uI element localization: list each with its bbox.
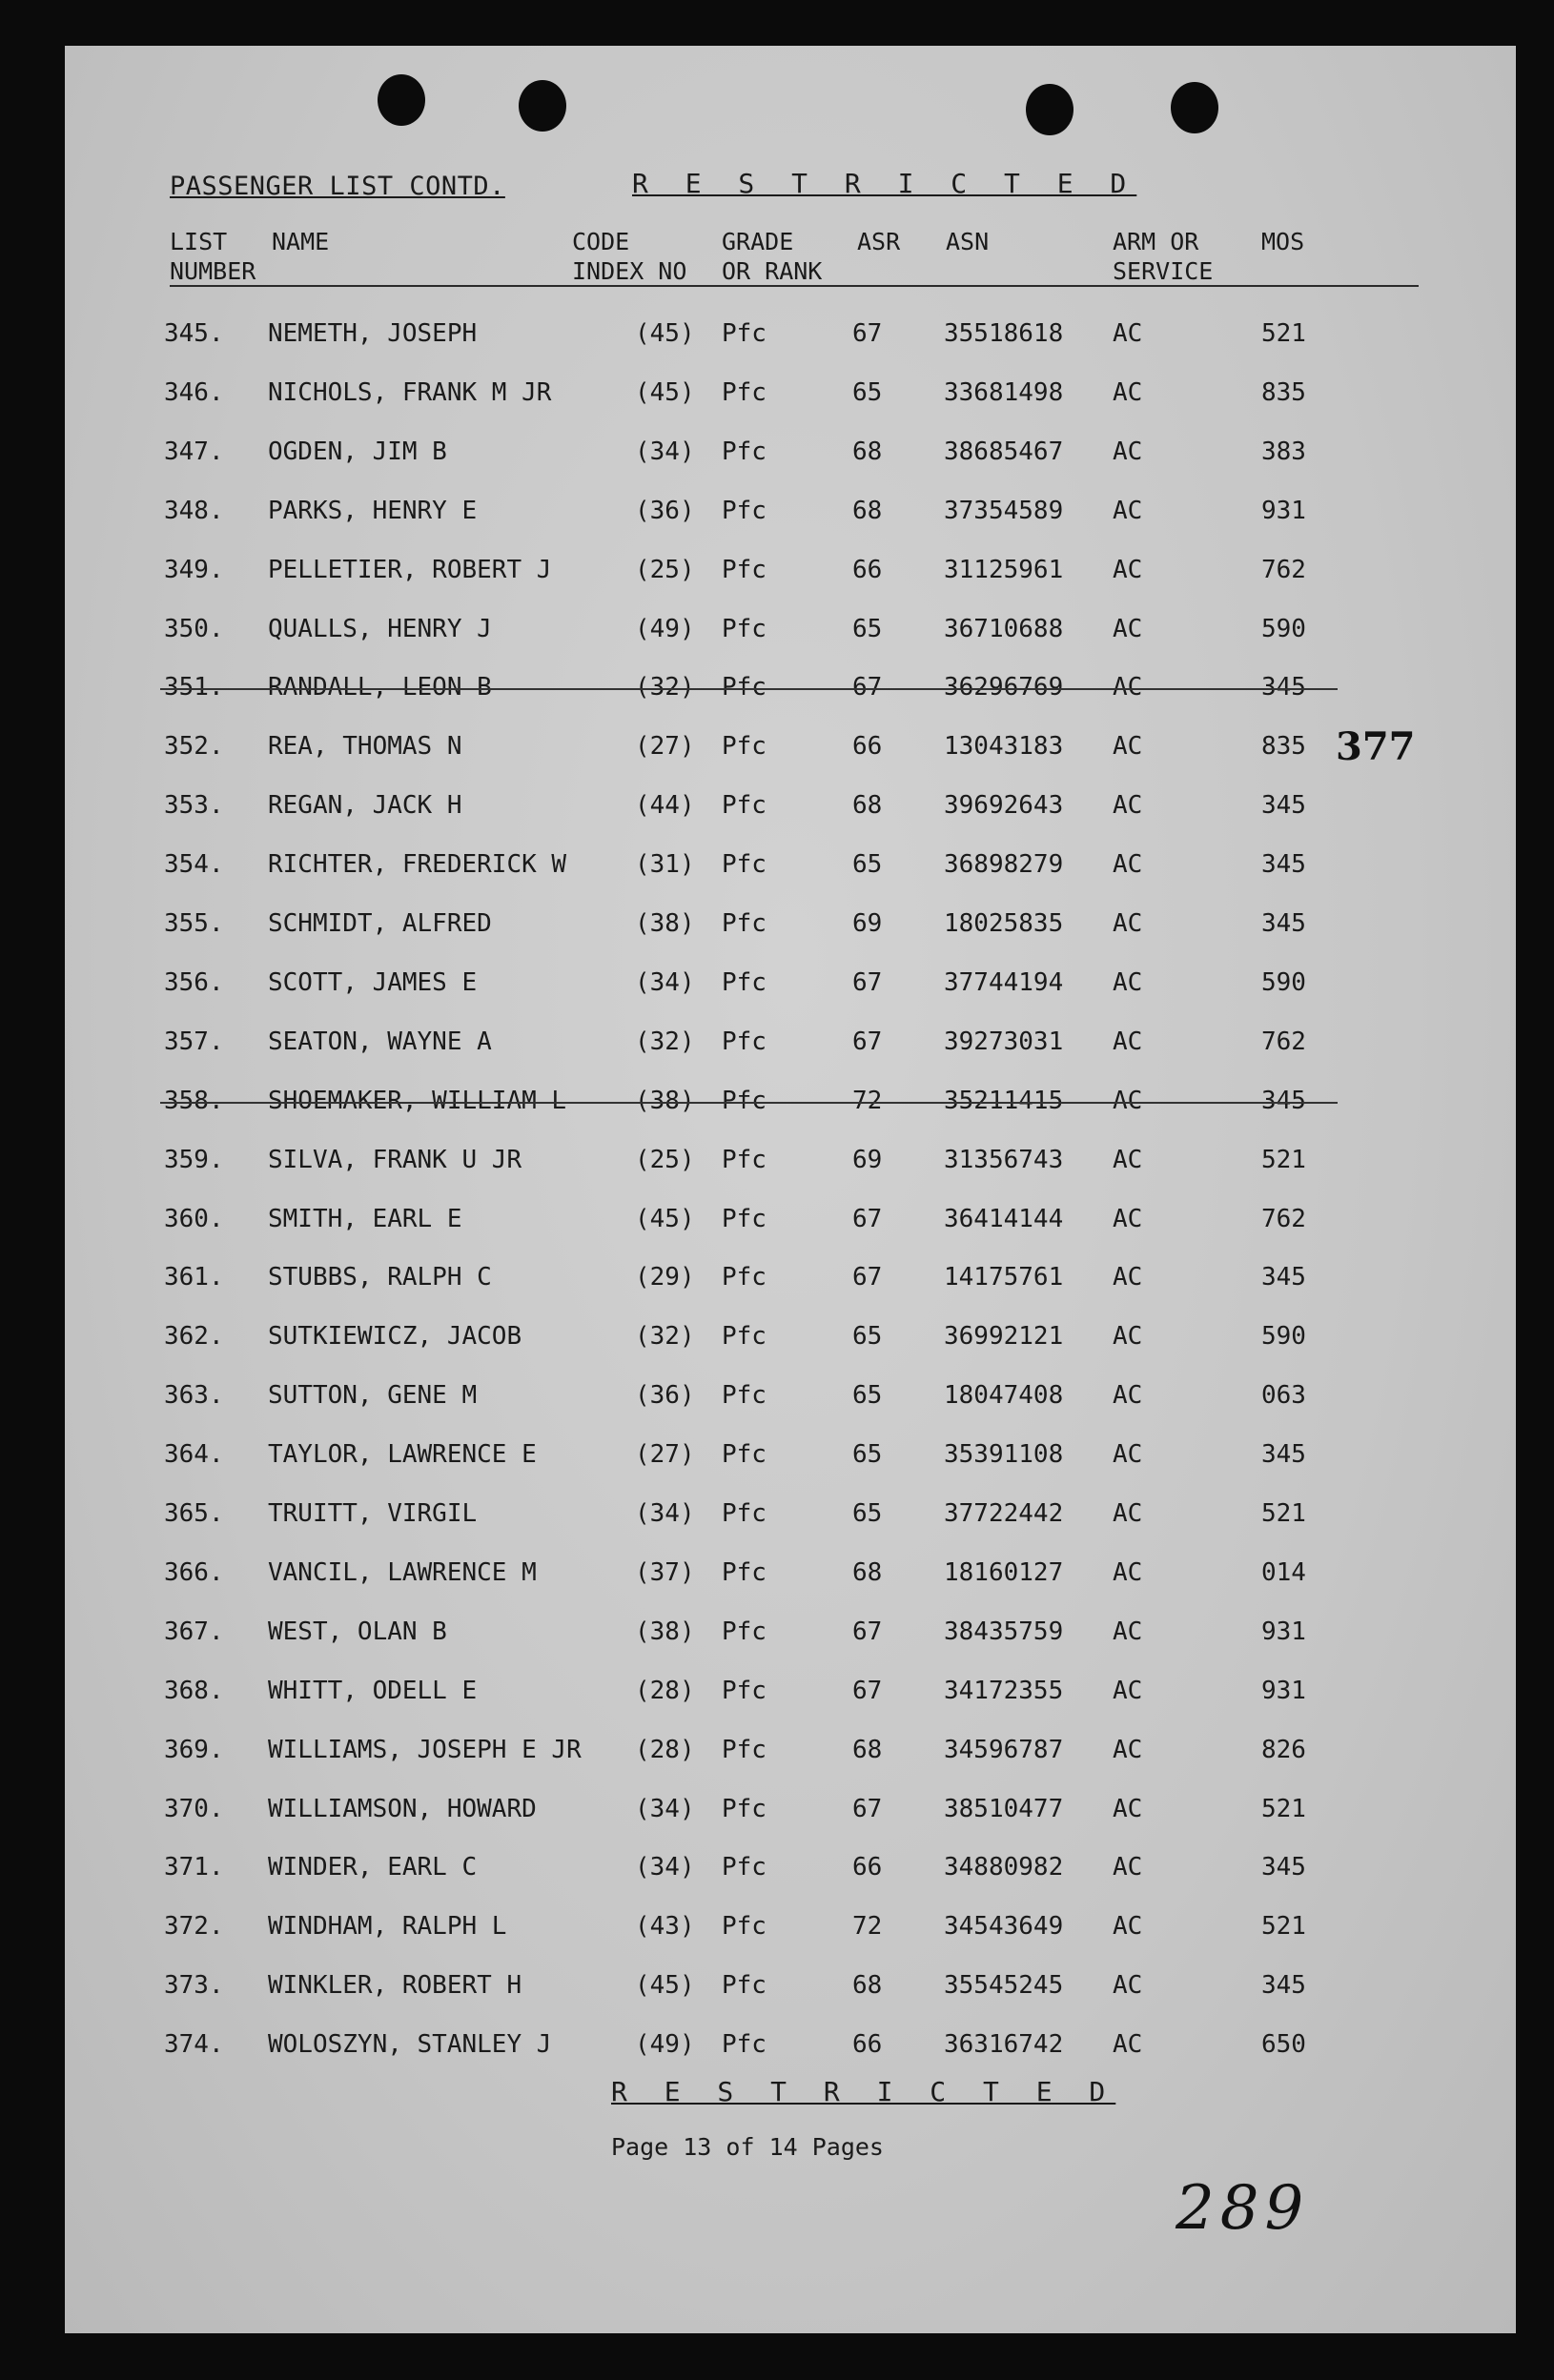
col-header-code: CODE INDEX NO [572,228,687,285]
cell-mos: 345 [1261,850,1306,880]
cell-asn: 36414144 [944,1204,1064,1233]
cell-num: 351. [164,673,224,702]
cell-num: 371. [164,1853,224,1882]
table-row [65,1966,1516,2004]
cell-num: 367. [164,1617,224,1646]
cell-name: PARKS, HENRY E [268,496,478,525]
table-row [65,1554,1516,1592]
cell-num: 370. [164,1794,224,1823]
cell-arm: AC [1113,319,1143,348]
cell-code: (37) [635,1557,695,1587]
cell-name: WHITT, ODELL E [268,1676,478,1705]
cell-arm: AC [1113,1263,1143,1292]
cell-grade: Pfc [722,732,767,762]
cell-arm: AC [1113,614,1143,643]
cell-asr: 69 [852,909,883,938]
cell-mos: 826 [1261,1735,1306,1764]
cell-name: OGDEN, JIM B [268,437,447,466]
cell-grade: Pfc [722,967,767,997]
cell-grade: Pfc [722,437,767,466]
col-header-name: NAME [272,228,330,255]
cell-asn: 38435759 [944,1617,1064,1646]
cell-asr: 67 [852,1794,883,1823]
cell-name: SUTKIEWICZ, JACOB [268,1322,522,1352]
cell-grade: Pfc [722,1912,767,1942]
table-row [65,786,1516,824]
cell-asn: 14175761 [944,1263,1064,1292]
cell-arm: AC [1113,1440,1143,1470]
cell-grade: Pfc [722,1440,767,1470]
cell-mos: 345 [1261,673,1306,702]
cell-grade: Pfc [722,1676,767,1705]
cell-num: 361. [164,1263,224,1292]
cell-num: 363. [164,1381,224,1411]
cell-code: (28) [635,1676,695,1705]
page-number: Page 13 of 14 Pages [611,2133,884,2161]
cell-grade: Pfc [722,850,767,880]
cell-name: RICHTER, FREDERICK W [268,850,567,880]
cell-num: 362. [164,1322,224,1352]
cell-grade: Pfc [722,496,767,525]
cell-arm: AC [1113,1204,1143,1233]
table-row [65,315,1516,353]
cell-grade: Pfc [722,614,767,643]
cell-asr: 65 [852,1440,883,1470]
cell-asr: 65 [852,1381,883,1411]
cell-grade: Pfc [722,673,767,702]
table-row [65,433,1516,471]
table-row [65,1082,1516,1120]
cell-asr: 67 [852,967,883,997]
cell-asn: 35545245 [944,1971,1064,2001]
cell-asr: 68 [852,437,883,466]
cell-num: 348. [164,496,224,525]
cell-asr: 65 [852,377,883,407]
cell-asr: 66 [852,555,883,584]
cell-asr: 67 [852,1676,883,1705]
cell-name: QUALLS, HENRY J [268,614,492,643]
col-header-mos: MOS [1261,228,1305,255]
cell-asr: 72 [852,1912,883,1942]
cell-mos: 590 [1261,1322,1306,1352]
cell-grade: Pfc [722,1971,767,2001]
cell-asn: 31356743 [944,1145,1064,1174]
table-row [65,1672,1516,1710]
cell-asn: 37354589 [944,496,1064,525]
cell-code: (31) [635,850,695,880]
cell-mos: 345 [1261,791,1306,821]
cell-num: 365. [164,1499,224,1528]
cell-num: 347. [164,437,224,466]
table-row [65,1731,1516,1769]
cell-grade: Pfc [722,1204,767,1233]
strikethrough-line [160,688,1338,690]
cell-name: WINKLER, ROBERT H [268,1971,522,2001]
cell-name: TAYLOR, LAWRENCE E [268,1440,537,1470]
table-row [65,551,1516,589]
cell-asr: 67 [852,319,883,348]
cell-code: (43) [635,1912,695,1942]
cell-num: 350. [164,614,224,643]
cell-mos: 762 [1261,555,1306,584]
cell-asn: 18047408 [944,1381,1064,1411]
cell-code: (34) [635,437,695,466]
cell-mos: 345 [1261,1440,1306,1470]
cell-arm: AC [1113,909,1143,938]
side-note: 377 [1336,724,1416,769]
cell-grade: Pfc [722,1557,767,1587]
cell-mos: 345 [1261,1853,1306,1882]
cell-code: (34) [635,1853,695,1882]
cell-asr: 66 [852,2030,883,2060]
cell-num: 364. [164,1440,224,1470]
cell-grade: Pfc [722,1322,767,1352]
cell-num: 366. [164,1557,224,1587]
cell-name: SILVA, FRANK U JR [268,1145,522,1174]
cell-code: (34) [635,1794,695,1823]
cell-asn: 18025835 [944,909,1064,938]
cell-num: 356. [164,967,224,997]
document-page [65,46,1516,2333]
table-row [65,1141,1516,1179]
cell-asn: 34596787 [944,1735,1064,1764]
cell-num: 345. [164,319,224,348]
cell-asr: 65 [852,1499,883,1528]
cell-code: (38) [635,909,695,938]
cell-mos: 345 [1261,909,1306,938]
table-row [65,845,1516,884]
cell-name: PELLETIER, ROBERT J [268,555,552,584]
cell-asn: 39273031 [944,1027,1064,1056]
cell-name: RANDALL, LEON B [268,673,492,702]
cell-num: 374. [164,2030,224,2060]
cell-asr: 69 [852,1145,883,1174]
col-header-asn: ASN [946,228,990,255]
cell-asr: 67 [852,1204,883,1233]
cell-arm: AC [1113,1381,1143,1411]
cell-code: (34) [635,967,695,997]
cell-code: (45) [635,1204,695,1233]
table-row [65,610,1516,648]
cell-arm: AC [1113,1557,1143,1587]
cell-name: SMITH, EARL E [268,1204,462,1233]
cell-grade: Pfc [722,909,767,938]
punch-hole [1026,84,1073,135]
cell-code: (45) [635,377,695,407]
cell-code: (27) [635,732,695,762]
table-row [65,1613,1516,1651]
cell-asr: 65 [852,850,883,880]
cell-name: SHOEMAKER, WILLIAM L [268,1086,567,1115]
cell-arm: AC [1113,437,1143,466]
cell-asr: 67 [852,1617,883,1646]
table-row [65,1495,1516,1533]
col-header-asr: ASR [857,228,901,255]
cell-asn: 18160127 [944,1557,1064,1587]
table-row [65,1435,1516,1474]
cell-num: 372. [164,1912,224,1942]
cell-arm: AC [1113,1676,1143,1705]
cell-asr: 72 [852,1086,883,1115]
document-title: PASSENGER LIST CONTD. [170,172,505,201]
cell-asr: 68 [852,1735,883,1764]
cell-asn: 36296769 [944,673,1064,702]
cell-code: (45) [635,319,695,348]
table-row [65,1200,1516,1238]
cell-name: SCOTT, JAMES E [268,967,478,997]
cell-asr: 68 [852,1971,883,2001]
cell-asn: 34543649 [944,1912,1064,1942]
cell-mos: 521 [1261,1499,1306,1528]
cell-arm: AC [1113,1853,1143,1882]
cell-asr: 67 [852,673,883,702]
cell-num: 349. [164,555,224,584]
cell-num: 360. [164,1204,224,1233]
cell-mos: 650 [1261,2030,1306,2060]
cell-code: (36) [635,1381,695,1411]
cell-asn: 36992121 [944,1322,1064,1352]
cell-asn: 38685467 [944,437,1064,466]
cell-grade: Pfc [722,1794,767,1823]
cell-code: (27) [635,1440,695,1470]
col-header-grade: GRADE OR RANK [722,228,823,285]
cell-grade: Pfc [722,1381,767,1411]
cell-mos: 521 [1261,1794,1306,1823]
cell-name: REA, THOMAS N [268,732,462,762]
cell-code: (25) [635,555,695,584]
cell-arm: AC [1113,732,1143,762]
cell-mos: 521 [1261,1912,1306,1942]
cell-name: NEMETH, JOSEPH [268,319,478,348]
cell-asr: 65 [852,1322,883,1352]
cell-num: 369. [164,1735,224,1764]
restricted-footer: R E S T R I C T E D [611,2076,1116,2107]
table-row [65,727,1516,765]
cell-arm: AC [1113,377,1143,407]
cell-mos: 521 [1261,319,1306,348]
table-row [65,2025,1516,2064]
cell-code: (38) [635,1617,695,1646]
cell-arm: AC [1113,1735,1143,1764]
cell-code: (44) [635,791,695,821]
col-header-list-number: LIST NUMBER [170,228,256,285]
cell-name: WILLIAMSON, HOWARD [268,1794,537,1823]
cell-arm: AC [1113,1086,1143,1115]
cell-code: (25) [635,1145,695,1174]
cell-asn: 35518618 [944,319,1064,348]
cell-grade: Pfc [722,1735,767,1764]
cell-asn: 36710688 [944,614,1064,643]
cell-mos: 345 [1261,1971,1306,2001]
cell-mos: 762 [1261,1027,1306,1056]
cell-num: 354. [164,850,224,880]
cell-code: (28) [635,1735,695,1764]
cell-grade: Pfc [722,1853,767,1882]
cell-num: 355. [164,909,224,938]
table-row [65,1317,1516,1355]
cell-num: 368. [164,1676,224,1705]
cell-mos: 014 [1261,1557,1306,1587]
table-row [65,374,1516,412]
cell-arm: AC [1113,1912,1143,1942]
cell-mos: 835 [1261,732,1306,762]
punch-hole [519,80,566,132]
cell-mos: 063 [1261,1381,1306,1411]
cell-arm: AC [1113,1322,1143,1352]
cell-arm: AC [1113,967,1143,997]
handwritten-number: 289 [1176,2173,1310,2244]
cell-grade: Pfc [722,1263,767,1292]
cell-name: REGAN, JACK H [268,791,462,821]
cell-name: NICHOLS, FRANK M JR [268,377,552,407]
cell-mos: 931 [1261,1617,1306,1646]
cell-arm: AC [1113,1617,1143,1646]
cell-name: SUTTON, GENE M [268,1381,478,1411]
cell-asr: 66 [852,1853,883,1882]
table-row [65,1376,1516,1414]
cell-arm: AC [1113,1794,1143,1823]
punch-hole [378,74,425,126]
cell-code: (34) [635,1499,695,1528]
cell-mos: 590 [1261,614,1306,643]
cell-mos: 345 [1261,1263,1306,1292]
cell-mos: 931 [1261,496,1306,525]
table-row [65,492,1516,530]
punch-hole [1171,82,1218,133]
cell-asn: 31125961 [944,555,1064,584]
cell-grade: Pfc [722,2030,767,2060]
table-row [65,1790,1516,1828]
table-row [65,1258,1516,1296]
cell-name: SEATON, WAYNE A [268,1027,492,1056]
cell-arm: AC [1113,2030,1143,2060]
strikethrough-line [160,1102,1338,1104]
col-header-arm: ARM OR SERVICE [1113,228,1214,285]
cell-asr: 65 [852,614,883,643]
cell-name: WINDER, EARL C [268,1853,478,1882]
cell-name: WILLIAMS, JOSEPH E JR [268,1735,582,1764]
cell-name: WOLOSZYN, STANLEY J [268,2030,552,2060]
cell-grade: Pfc [722,791,767,821]
table-row [65,1907,1516,1945]
cell-num: 353. [164,791,224,821]
cell-code: (45) [635,1971,695,2001]
cell-mos: 383 [1261,437,1306,466]
cell-name: WEST, OLAN B [268,1617,447,1646]
cell-num: 359. [164,1145,224,1174]
cell-asr: 67 [852,1027,883,1056]
table-row [65,1023,1516,1061]
cell-asn: 37744194 [944,967,1064,997]
cell-asn: 37722442 [944,1499,1064,1528]
cell-mos: 762 [1261,1204,1306,1233]
cell-num: 352. [164,732,224,762]
restricted-header: R E S T R I C T E D [632,168,1137,199]
cell-grade: Pfc [722,1145,767,1174]
cell-asn: 36316742 [944,2030,1064,2060]
table-row [65,1848,1516,1886]
cell-asr: 68 [852,496,883,525]
cell-name: VANCIL, LAWRENCE M [268,1557,537,1587]
cell-mos: 345 [1261,1086,1306,1115]
cell-name: TRUITT, VIRGIL [268,1499,478,1528]
cell-name: WINDHAM, RALPH L [268,1912,507,1942]
cell-asn: 35211415 [944,1086,1064,1115]
cell-name: STUBBS, RALPH C [268,1263,492,1292]
cell-mos: 835 [1261,377,1306,407]
cell-arm: AC [1113,1499,1143,1528]
cell-code: (36) [635,496,695,525]
cell-code: (29) [635,1263,695,1292]
cell-mos: 521 [1261,1145,1306,1174]
cell-arm: AC [1113,791,1143,821]
cell-asn: 33681498 [944,377,1064,407]
cell-asr: 68 [852,791,883,821]
cell-arm: AC [1113,496,1143,525]
cell-arm: AC [1113,850,1143,880]
cell-code: (32) [635,1322,695,1352]
cell-asn: 34172355 [944,1676,1064,1705]
cell-grade: Pfc [722,319,767,348]
cell-grade: Pfc [722,1617,767,1646]
cell-code: (49) [635,2030,695,2060]
cell-asr: 66 [852,732,883,762]
cell-name: SCHMIDT, ALFRED [268,909,492,938]
table-row [65,964,1516,1002]
cell-asn: 39692643 [944,791,1064,821]
cell-asn: 38510477 [944,1794,1064,1823]
cell-code: (32) [635,673,695,702]
cell-arm: AC [1113,555,1143,584]
cell-code: (38) [635,1086,695,1115]
cell-asr: 68 [852,1557,883,1587]
cell-num: 373. [164,1971,224,2001]
cell-asr: 67 [852,1263,883,1292]
cell-num: 358. [164,1086,224,1115]
cell-asn: 34880982 [944,1853,1064,1882]
cell-num: 346. [164,377,224,407]
header-rule [170,285,1419,287]
cell-code: (49) [635,614,695,643]
cell-grade: Pfc [722,555,767,584]
cell-arm: AC [1113,1145,1143,1174]
table-row [65,668,1516,706]
cell-asn: 35391108 [944,1440,1064,1470]
cell-arm: AC [1113,1027,1143,1056]
cell-grade: Pfc [722,377,767,407]
cell-mos: 931 [1261,1676,1306,1705]
cell-asn: 36898279 [944,850,1064,880]
table-row [65,905,1516,943]
cell-grade: Pfc [722,1086,767,1115]
cell-grade: Pfc [722,1499,767,1528]
cell-arm: AC [1113,673,1143,702]
cell-grade: Pfc [722,1027,767,1056]
cell-mos: 590 [1261,967,1306,997]
cell-arm: AC [1113,1971,1143,2001]
cell-asn: 13043183 [944,732,1064,762]
cell-code: (32) [635,1027,695,1056]
cell-num: 357. [164,1027,224,1056]
